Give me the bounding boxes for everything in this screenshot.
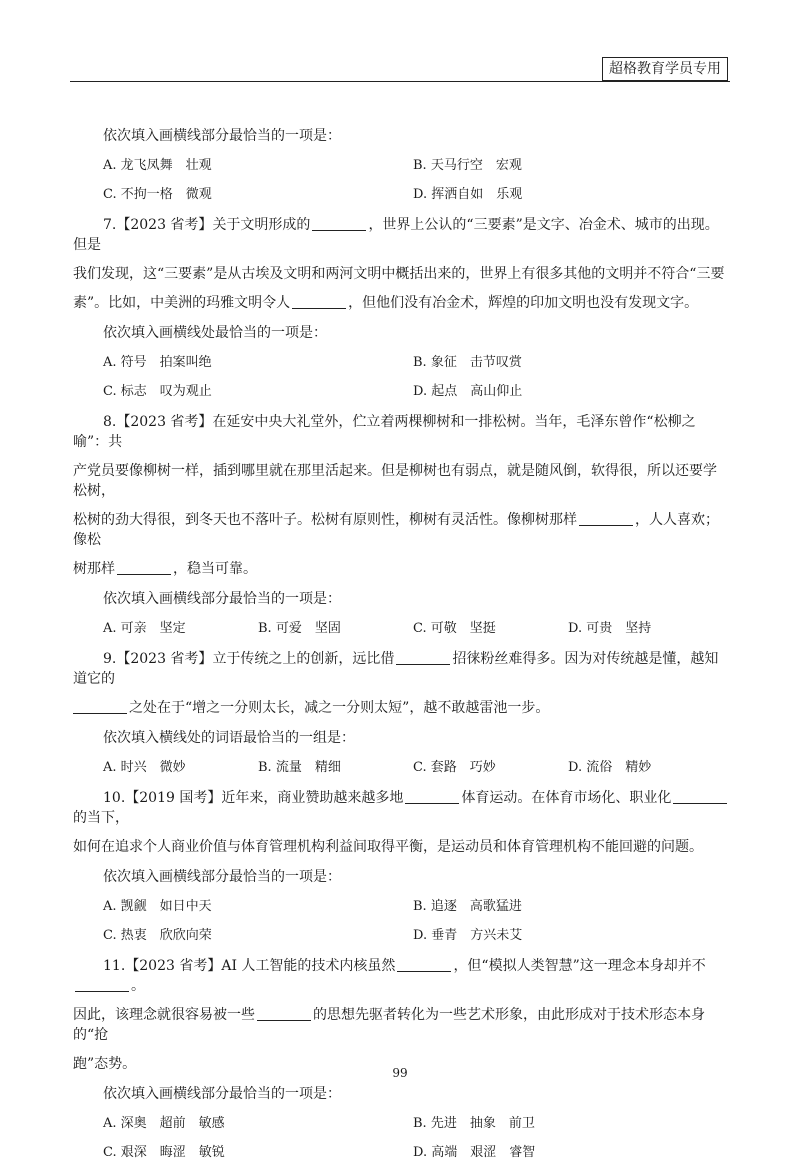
option-c: C. 热衷 欣欣向荣 [103,928,212,943]
option-d: D. 垂青 方兴未艾 [413,928,523,943]
option-c: C. 艰深 晦涩 敏锐 [103,1145,225,1160]
question-text: ，人人喜欢；像松 [73,512,719,548]
option-d: D. 挥洒自如 乐观 [413,187,523,202]
options-list [103,758,730,778]
options-list [103,1114,730,1163]
option-a: A. 时兴 微妙 [103,760,186,775]
answer-blank [257,1006,311,1021]
option-c: C. 不拘一格 微观 [103,187,212,202]
option-a: A. 深奥 超前 敏感 [103,1116,225,1131]
question-prompt: 依次填入画横线部分最恰当的一项是： [103,869,341,885]
header-badge: 超格教育学员专用 [602,57,728,81]
answer-blank [396,650,450,665]
option-b: B. 流量 精细 [258,760,341,775]
question-text: ，世界上公认的“三要素”是文字、冶金术、城市的出现。但是 [73,217,719,253]
question-line [73,412,730,452]
question-text: 在延安中央大礼堂外，伫立着两棵柳树和一排松树。当年，毛泽东曾作“松柳之喻”：共 [73,414,696,450]
question-11 [73,956,730,1074]
options-list [103,156,730,205]
option-d: D. 高端 艰涩 睿智 [413,1145,536,1160]
question-line: 跑”态势。 [73,1056,137,1072]
answer-blank [73,699,127,714]
question-line [73,510,730,550]
question-7 [73,215,730,313]
question-text: 招徕粉丝难得多。因为对传统越是懂，越知道它的 [73,651,719,687]
question-line: 如何在追求个人商业价值与体育管理机构利益间取得平衡，是运动员和体育管理机构不能回避的问题。 [73,839,703,855]
question-text: 松树的劲大得很，到冬天也不落叶子。松树有原则性，柳树有灵活性。像柳树那样 [73,512,577,528]
options-list [103,353,730,402]
question-10 [73,788,730,857]
question-number: 10.【2019 国考】 [103,790,222,806]
option-b: B. 追逐 高歌猛进 [413,899,522,914]
options-list [103,619,730,639]
question-text: ，稳当可靠。 [173,561,257,577]
question-prompt: 依次填入横线处的词语最恰当的一组是： [103,730,355,746]
answer-blank [673,789,727,804]
option-d: D. 可贵 坚持 [568,621,652,636]
question-text: ，但他们没有冶金术，辉煌的印加文明也没有发现文字。 [348,295,699,311]
question-text: 因此，该理念就很容易被一些 [73,1007,255,1023]
answer-blank [312,216,366,231]
question-prompt: 依次填入画横线部分最恰当的一项是： [103,591,341,607]
question-text: 的当下， [73,810,129,826]
question-prompt: 依次填入画横线部分最恰当的一项是： [103,128,341,144]
option-a: A. 符号 拍案叫绝 [103,355,212,370]
question-9 [73,649,730,718]
answer-blank [292,294,346,309]
options-list [103,897,730,946]
question-text: 素”。比如，中美洲的玛雅文明令人 [73,295,291,311]
option-c: C. 套路 巧妙 [413,760,496,775]
question-line [73,788,730,828]
question-number: 11.【2023 省考】 [103,958,222,974]
question-line: 产党员要像柳树一样，插到哪里就在那里活起来。但是柳树也有弱点，就是随风倒，软得很，所以还要学松树， [73,463,717,499]
question-text: 的思想先驱者转化为一些艺术形象，由此形成对于技术形态本身的“抢 [73,1007,705,1043]
question-line [73,649,730,689]
question-text: 立于传统之上的创新，远比借 [212,651,395,667]
question-text: ，但“模拟人类智慧”这一理念本身却并不 [453,958,706,974]
option-b: B. 象征 击节叹赏 [413,355,522,370]
option-b: B. 天马行空 宏观 [413,158,522,173]
question-text: AI 人工智能的技术内核虽然 [221,958,396,974]
question-8 [73,412,730,579]
option-b: B. 先进 抽象 前卫 [413,1116,535,1131]
question-text: 。 [131,978,145,994]
option-a: A. 觊觎 如日中天 [103,899,212,914]
question-text: 体育运动。在体育市场化、职业化 [461,790,672,806]
question-text: 之处在于“增之一分则太长，减之一分则太短”，越不敢越雷池一步。 [129,700,550,716]
answer-blank [405,789,459,804]
question-prompt: 依次填入画横线处最恰当的一项是： [103,325,327,341]
question-number: 9.【2023 省考】 [103,651,213,667]
question-line [73,215,730,255]
main-content [73,126,730,1173]
answer-blank [397,957,451,972]
answer-blank [75,977,129,992]
question-line: 我们发现，这“三要素”是从古埃及文明和两河文明中概括出来的，世界上有很多其他的文明并不符合“三要 [73,266,725,282]
question-line [73,293,730,313]
option-b: B. 可爱 坚固 [258,621,341,636]
question-line [73,698,730,718]
answer-blank [117,560,171,575]
question-text: 树那样 [73,561,115,577]
page-number: 99 [392,1066,408,1080]
option-c: C. 标志 叹为观止 [103,384,212,399]
header-rule [70,81,730,82]
question-line [73,956,730,996]
question-text: 关于文明形成的 [212,217,311,233]
option-d: D. 起点 高山仰止 [413,384,523,399]
question-line [73,1005,730,1045]
option-a: A. 可亲 坚定 [103,621,186,636]
answer-blank [579,511,633,526]
question-number: 8.【2023 省考】 [103,414,213,430]
question-line [73,559,730,579]
question-text: 近年来，商业赞助越来越多地 [221,790,404,806]
question-prompt: 依次填入画横线部分最恰当的一项是： [103,1086,341,1102]
question-number: 7.【2023 省考】 [103,217,213,233]
option-c: C. 可敬 坚挺 [413,621,496,636]
option-a: A. 龙飞凤舞 壮观 [103,158,212,173]
option-d: D. 流俗 精妙 [568,760,652,775]
